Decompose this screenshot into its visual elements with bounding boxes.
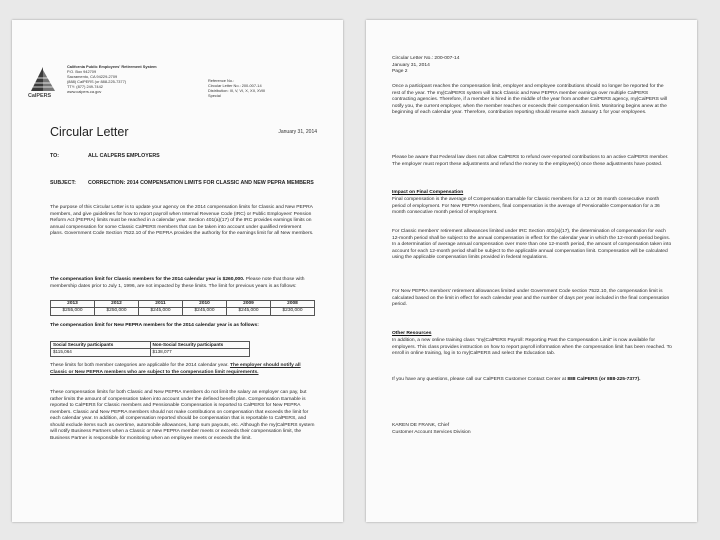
reference-line: Distribution: III, V, VI, X, XII, XVIII	[208, 88, 266, 94]
table-cell-year: 2012	[95, 301, 139, 308]
address-line: www.calpers.ca.gov	[67, 89, 102, 95]
document-page-1	[12, 20, 343, 522]
table-header-row	[51, 301, 315, 308]
signature-name: KAREN DE FRANK, Chief	[392, 423, 450, 428]
subject-value: CORRECTION: 2014 COMPENSATION LIMITS FOR CLASSIC AND NEW PEPRA MEMBERS	[88, 180, 314, 186]
pepra-limit-table	[50, 341, 250, 357]
header-line: January 31, 2014	[392, 62, 430, 68]
classic-limit-heading: The compensation limit for Classic members for the 2014 calendar year is $260,000.	[50, 277, 245, 282]
impact-heading: Impact on Final Compensation	[392, 190, 464, 195]
signature-title: Customer Account Services Division	[392, 429, 471, 435]
table-header-cell: Social Security participants	[51, 342, 151, 349]
page-2-header	[392, 56, 672, 76]
table-cell-value: $245,000	[139, 308, 183, 315]
limits-paragraph	[50, 363, 315, 376]
table-cell-value: $230,000	[271, 308, 315, 315]
signature-block	[392, 423, 672, 436]
table-cell-value: $245,000	[227, 308, 271, 315]
reference-line: Reference No.:	[208, 78, 235, 83]
other-resources-paragraph: In addition, a new online training class "my|CalPERS Payroll: Reporting Past the Compensation Limit" is now available for employers. This class provides instruction on how to report payroll information when the compensation limit has been reached. To enroll in online training, log in to my|CalPERS and select the Education tab.	[392, 338, 672, 357]
table-header-row	[51, 342, 250, 349]
table-cell-year: 2011	[139, 301, 183, 308]
subject-label: SUBJECT:	[50, 180, 76, 186]
classic-limit-table	[50, 300, 315, 316]
to-label: TO:	[50, 153, 60, 159]
address-line: (888) CalPERS (or 888-225-7377)	[67, 79, 127, 85]
header-line: Page 2	[392, 69, 408, 75]
table-cell-year: 2010	[183, 301, 227, 308]
subject-line	[50, 180, 315, 187]
calpers-logo-icon	[28, 66, 58, 92]
impact-paragraph-3: For New PEPRA members' retirement allowances limited under Government Code section 7522.10, the compensation limit is calculated based on the limit in effect for each calendar year and the number of days per year included in the final compensation period.	[392, 289, 670, 308]
table-cell-value: $245,000	[183, 308, 227, 315]
address-line: P.O. Box 942709	[67, 69, 97, 75]
classic-limit-paragraph	[50, 277, 315, 290]
to-line	[50, 153, 160, 159]
purpose-paragraph: The purpose of this Circular Letter is to update your agency on the 2014 compensation limits for Classic and New PEPRA members, and give guidelines for how to report payroll when Internal Revenue Code (IRC) or Public Employees' Pension Reform Act (PEPRA) limits must be reached in a calendar year. Section 401(a)(17) of the IRC provides earnings limits on annual compensation for some Classic CalPERS members that can be taken into account under qualified retirement plans. Government Code Section 7522.10 of the PEPRA provides the authority for the earnings limit for all New members.	[50, 205, 314, 237]
contributions-paragraph: Once a participant reaches the compensation limit, employer and employee contributions should no longer be reported for the rest of the year. The my|CalPERS system will track Classic and New PEPRA member earnings over multiple CalPERS contracting agencies. Therefore, if a member is hired in the middle of the year from another CalPERS agency, my|CalPERS will notify you, the current employer, when the member reaches or exceeds their compensation limit. Monitoring begins anew at the beginning of each calendar year. Therefore, contribution reporting should resume each January 1 for your employees.	[392, 84, 668, 116]
header-line: Circular Letter No.: 200-007-14	[392, 56, 460, 61]
organization-address	[67, 64, 187, 95]
other-resources-heading: Other Resources	[392, 331, 432, 336]
limits-notice: The employer should notify all Classic or New PEPRA members who are subject to the compensation limit requirements.	[50, 363, 301, 375]
classic-limit-note: Please note that those with membership dates prior to July 1, 1996, are not impacted by these limits. The limit for previous years is as follows:	[50, 277, 305, 289]
table-cell-value: $138,077	[150, 349, 250, 356]
table-row	[51, 308, 315, 315]
organization-name: California Public Employees' Retirement System	[67, 64, 157, 69]
document-date: January 31, 2014	[278, 129, 317, 135]
refund-paragraph: Please be aware that Federal law does not allow CalPERS to refund over-reported contributions to an active CalPERS member. The employer must report these adjustments and refund the money to the employee(s) once these adjustments have posted.	[392, 155, 669, 167]
table-cell-value: $115,064	[51, 349, 151, 356]
pepra-limit-heading: The compensation limit for New PEPRA members for the 2014 calendar year is as follows:	[50, 323, 259, 328]
questions-text: If you have any questions, please call our CalPERS Customer Contact Center at	[392, 377, 568, 382]
address-line: Sacramento, CA 94229-2709	[67, 74, 118, 80]
address-line: TTY: (877) 249-7442	[67, 84, 103, 90]
compensation-paragraph: These compensation limits for both Classic and New PEPRA members do not limit the salary an employer can pay, but rather limits the amount of compensation taken into account under the defined benefit plan. Compensation Earnable is reported to CalPERS for Classic members and Pensionable Compensation is reported to CalPERS for New PEPRA members. Classic and New PEPRA members should not make contributions on compensation that exceeds the limit for each calendar year. In addition, all compensation reported should be compensation that is reportable to CalPERS, and should exclude items such as overtime, automobile allowances, lump sum payouts, etc. Although the my|CalPERS system will notify Business Partners when a Classic or New PEPRA member meets or exceeds their compensation limit, the Business Partner is responsible for monitoring when an employee meets or exceeds the limit.	[50, 390, 315, 441]
reference-line: Circular Letter No.: 200-007-14	[208, 83, 262, 89]
document-title: Circular Letter	[50, 125, 129, 139]
table-cell-value: $255,000	[51, 308, 95, 315]
logo-text: CalPERS	[28, 93, 52, 99]
limits-text: These limits for both member categories are applicable for the 2014 calendar year.	[50, 363, 230, 368]
reference-line: Special	[208, 93, 221, 99]
to-value: ALL CALPERS EMPLOYERS	[88, 153, 160, 159]
document-page-2	[366, 20, 697, 522]
table-header-cell: Non-Social Security participants	[150, 342, 250, 349]
reference-block	[208, 78, 318, 98]
impact-paragraph-1: Final compensation is the average of Compensation Earnable for Classic members for a 12 or 36 month consecutive month period of employment. For New PEPRA members, final compensation is the average of Pensionable Compensation for a 36 month consecutive month period of employment.	[392, 197, 660, 216]
table-row	[51, 349, 250, 356]
table-cell-year: 2009	[227, 301, 271, 308]
impact-paragraph-2: For Classic members' retirement allowances limited under IRC Section 401(a)(17), the determination of compensation for each 12-month period shall be subject to the annual compensation in effect for the calendar year in which the 12-month period begins. In a determination of average annual compensation over more than one 12-month period, the amount of compensation taken into account for each 12-month period shall be subject to the applicable annual compensation limit. Compensation will be calculated using the applicable compensation limits provided in federal regulations.	[392, 229, 672, 261]
table-cell-year: 2013	[51, 301, 95, 308]
contact-phone: 888 CalPERS (or 888-225-7377).	[567, 377, 641, 382]
calpers-logo	[28, 66, 58, 99]
table-cell-value: $250,000	[95, 308, 139, 315]
table-cell-year: 2008	[271, 301, 315, 308]
questions-paragraph	[392, 377, 672, 384]
